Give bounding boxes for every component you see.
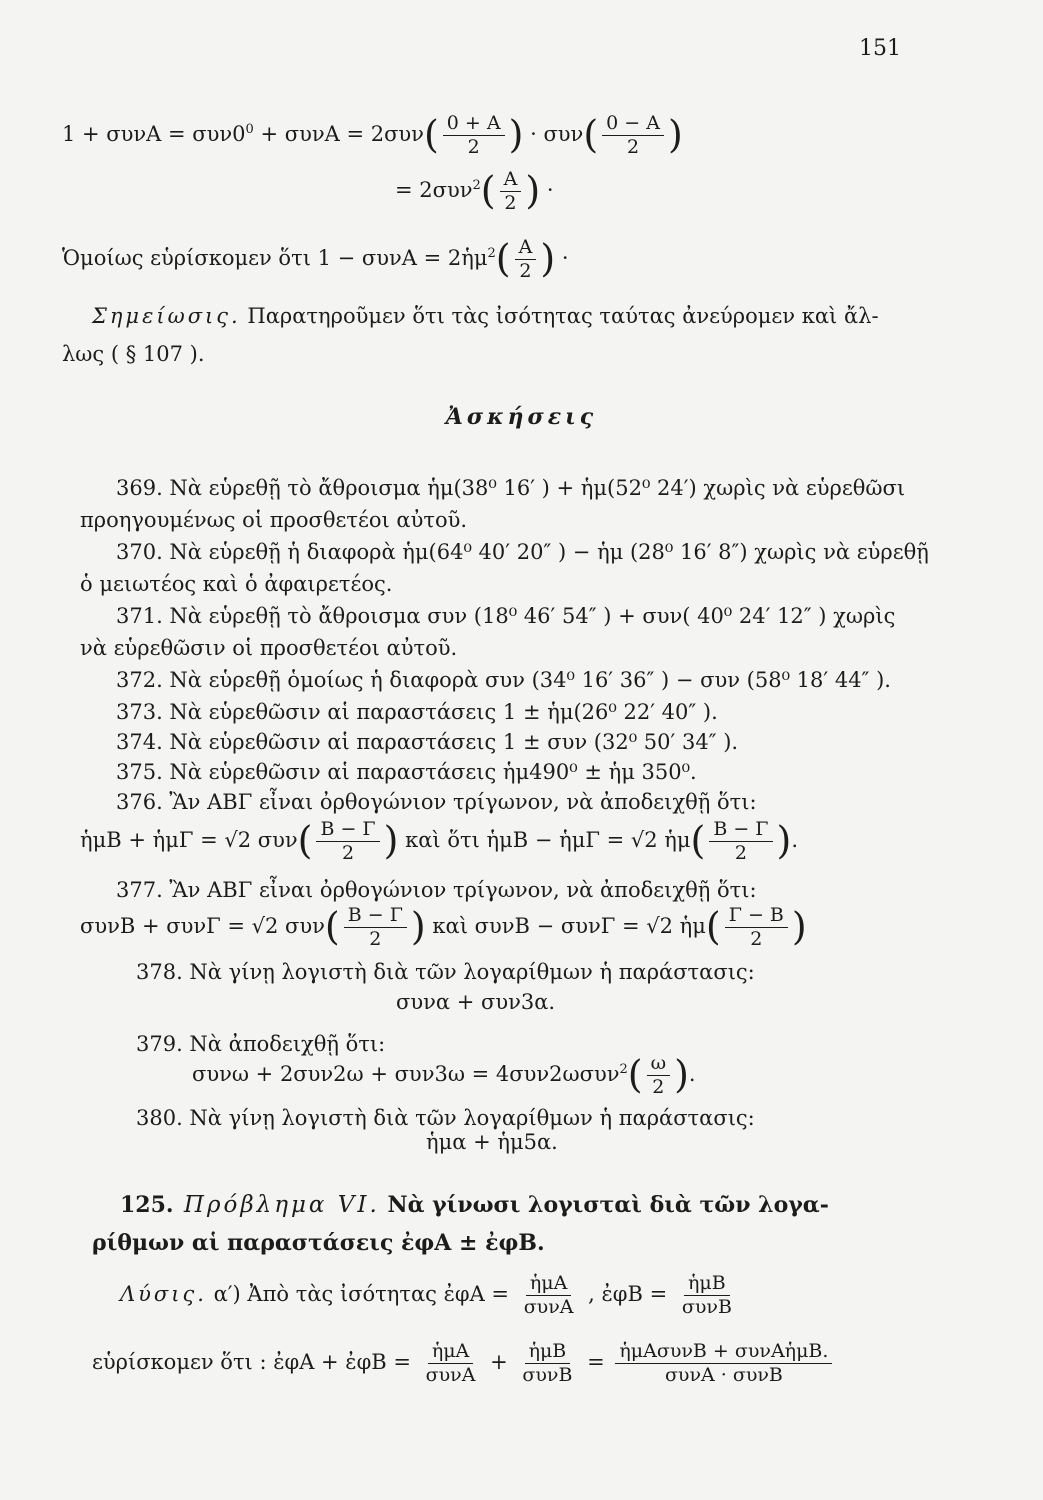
fraction: $\frac{\text{ἡμΑσυνΒ + συνΑἡμΒ.}}{\text{συνΑ · συνΒ}}$: [615, 1340, 832, 1387]
fraction: $\frac{A}{2}$: [500, 168, 522, 215]
exercise-line: νὰ εὑρεθῶσιν οἱ προσθετέοι αὐτοῦ.: [80, 636, 458, 660]
eq1-lhs: 1 + συνΑ = συν0: [62, 121, 246, 146]
exercise-line: 372. Νὰ εὑρεθῇ ὁμοίως ἡ διαφορὰ συν (34⁰ 16′ 36″ ) − συν (58⁰ 18′ 44″ ).: [116, 668, 891, 692]
exercise-line: 378. Νὰ γίνῃ λογιστὴ διὰ τῶν λογαρίθμων ἡ παράστασις:: [136, 960, 755, 984]
equation-379: συνω + 2συν2ω + συν3ω = 4συν2ωσυν$^2$( $\frac{\omega}{2}$ ).: [192, 1052, 696, 1098]
fraction: $\frac{A}{2}$: [515, 236, 537, 283]
section-heading-line-1: [120, 1192, 829, 1220]
equation-378: συνα + συν3α.: [396, 990, 556, 1014]
fraction: $\frac{\text{ἡμΑ}}{\text{συνΑ}}$: [425, 1340, 476, 1386]
exercise-line: 369. Νὰ εὑρεθῇ τὸ ἄθροισμα ἡμ(38⁰ 16′ ) + ἡμ(52⁰ 24′) χωρὶς νὰ εὑρεθῶσι: [116, 476, 906, 500]
fraction: $\frac{B - \Gamma}{2}$: [709, 818, 772, 865]
section-label: Πρόβλημα VI.: [173, 1192, 380, 1218]
equation-377: συνΒ + συνΓ = √2 συν( $\frac{B - \Gamma}{2}$ ) καὶ συνΒ − συνΓ = √2 ἡμ( $\frac{\Gamma - B}{2}$ ): [80, 904, 807, 950]
fraction: $\frac{0 - A}{2}$: [602, 112, 664, 159]
equation-line-3: Ὁμοίως εὑρίσκομεν ὅτι 1 − συνΑ = 2ἡμ$^2$( $\frac{A}{2}$ ) ·: [62, 236, 569, 282]
exercise-line: προηγουμένως οἱ προσθετέοι αὐτοῦ.: [80, 508, 468, 532]
exercises-heading: Ἀσκήσεις: [445, 404, 598, 430]
equation-380: ἡμα + ἡμ5α.: [426, 1130, 558, 1154]
exercise-line: 370. Νὰ εὑρεθῇ ἡ διαφορὰ ἡμ(64⁰ 40′ 20″ ) − ἡμ (28⁰ 16′ 8″) χωρὶς νὰ εὑρεθῇ: [116, 540, 929, 564]
fraction: $\frac{B - \Gamma}{2}$: [316, 818, 379, 865]
section-title: Νὰ γίνωσι λογισταὶ διὰ τῶν λογα-: [379, 1192, 829, 1218]
exercise-line: 373. Νὰ εὑρεθῶσιν αἱ παραστάσεις 1 ± ἡμ(26⁰ 22′ 40″ ).: [116, 700, 718, 724]
solution-label: Λύσις.: [120, 1281, 207, 1306]
fraction: $\frac{\text{ἡμΒ}}{\text{συνΒ}}$: [522, 1340, 573, 1386]
exercise-line: 379. Νὰ ἀποδειχθῇ ὅτι:: [136, 1032, 386, 1056]
eq1-dot: · συν: [523, 121, 584, 146]
fraction: $\frac{\text{ἡμΑ}}{\text{συνΑ}}$: [523, 1272, 574, 1318]
exercise-line: 376. Ἂν ΑΒΓ εἶναι ὀρθογώνιον τρίγωνον, νὰ ἀποδειχθῇ ὅτι:: [116, 790, 757, 814]
exercise-line: 380. Νὰ γίνῃ λογιστὴ διὰ τῶν λογαρίθμων ἡ παράστασις:: [136, 1106, 755, 1130]
equation-376: ἡμΒ + ἡμΓ = √2 συν( $\frac{B - \Gamma}{2}$ ) καὶ ὅτι ἡμΒ − ἡμΓ = √2 ἡμ( $\frac{B - \Gamma}{2}$ ).: [80, 818, 799, 864]
fraction: $\frac{\Gamma - B}{2}$: [725, 904, 788, 951]
exercise-line: 371. Νὰ εὑρεθῇ τὸ ἄθροισμα συν (18⁰ 46′ 54″ ) + συν( 40⁰ 24′ 12″ ) χωρὶς: [116, 604, 896, 628]
fraction: $\frac{0 + A}{2}$: [443, 112, 505, 159]
eq1-mid: + συνΑ = 2συν: [253, 121, 424, 146]
page-number: 151: [859, 36, 901, 61]
equation-line-2: = 2συν$^2$( $\frac{A}{2}$ ) ·: [395, 168, 554, 214]
fraction: $\frac{\omega}{2}$: [647, 1052, 671, 1099]
note-label: Σημείωσις.: [92, 304, 241, 328]
eq1-superscript: 0: [245, 121, 254, 137]
section-heading-line-2: ρίθμων αἱ παραστάσεις ἐφΑ ± ἐφΒ.: [92, 1230, 545, 1256]
note-line-2: λως ( § 107 ).: [62, 342, 205, 366]
solution-line-2: εὑρίσκομεν ὅτι : ἐφΑ + ἐφΒ = $\frac{\text{ἡμΑ}}{\text{συνΑ}}$ + $\frac{\text{ἡμΒ}}{\text{συνΒ}}$ = $\frac{\text{ἡμΑσυνΒ + συνΑἡμΒ.}}{\text{συνΑ · συνΒ}}$: [92, 1340, 836, 1387]
exercise-line: 377. Ἂν ΑΒΓ εἶναι ὀρθογώνιον τρίγωνον, νὰ ἀποδειχθῇ ὅτι:: [116, 878, 757, 902]
equation-line-1: $1 + \sigma\upsilon\nu A = \sigma\upsilon\nu 0^0 + \sigma\upsilon\nu A = 2\sigma\upsilon\nu$( $\frac{0 + A}{2}$ ) · συν( $\frac{0 - A}{2}$ ): [62, 112, 683, 158]
solution-line-1: Λύσις. α′) Ἀπὸ τὰς ἰσότητας ἐφΑ = $\frac{\text{ἡμΑ}}{\text{συνΑ}}$ , ἐφΒ = $\frac{\text{ἡμΒ}}{\text{συνΒ}}$: [120, 1272, 740, 1319]
fraction: $\frac{B - \Gamma}{2}$: [344, 904, 407, 951]
exercise-line: 374. Νὰ εὑρεθῶσιν αἱ παραστάσεις 1 ± συν (32⁰ 50′ 34″ ).: [116, 730, 739, 754]
exercise-line: 375. Νὰ εὑρεθῶσιν αἱ παραστάσεις ἡμ490⁰ ± ἡμ 350⁰.: [116, 760, 697, 784]
fraction: $\frac{\text{ἡμΒ}}{\text{συνΒ}}$: [681, 1272, 732, 1318]
note-line-1: Σημείωσις. Παρατηροῦμεν ὅτι τὰς ἰσότητας ταύτας ἀνεύρομεν καὶ ἄλ-: [92, 304, 879, 328]
exercise-line: ὁ μειωτέος καὶ ὁ ἀφαιρετέος.: [80, 572, 393, 596]
section-number: 125.: [120, 1192, 174, 1218]
